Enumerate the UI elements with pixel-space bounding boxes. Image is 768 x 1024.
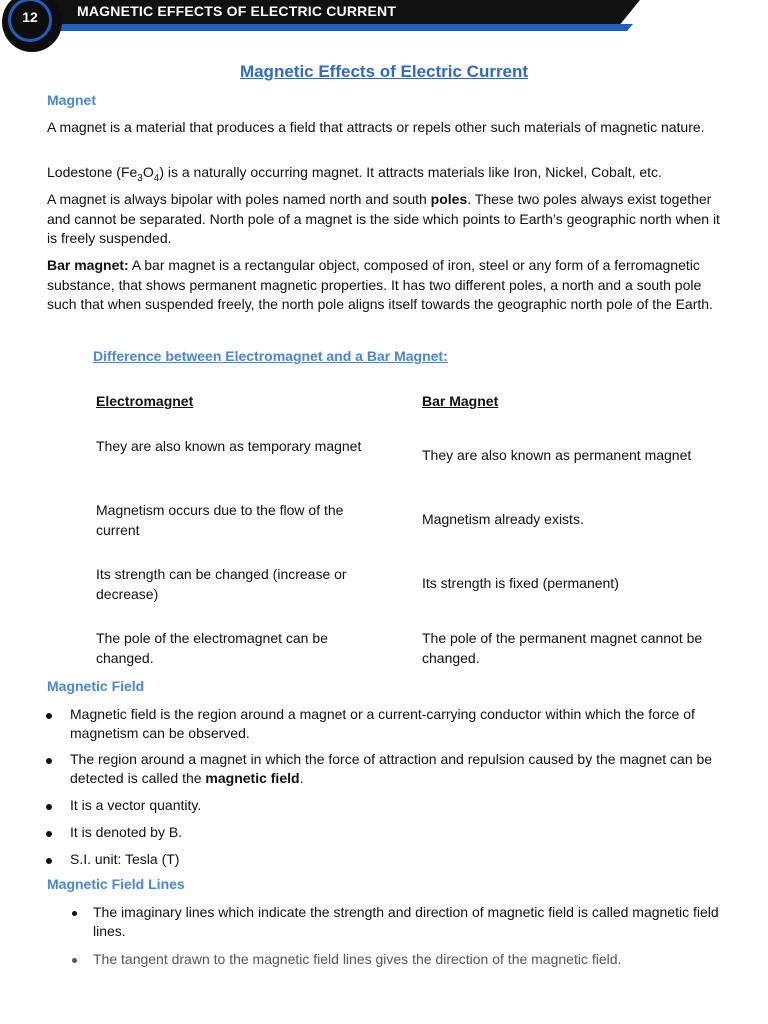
chapter-title: MAGNETIC EFFECTS OF ELECTRIC CURRENT <box>77 3 397 19</box>
column-header-electromagnet: Electromagnet <box>96 393 194 409</box>
bullet-icon <box>46 758 52 764</box>
bullet-icon <box>46 713 52 719</box>
bullet-icon <box>46 831 52 837</box>
list-item: It is denoted by B. <box>70 823 730 842</box>
list-item: S.I. unit: Tesla (T) <box>70 850 730 869</box>
bullet-icon <box>72 911 77 916</box>
page-title: Magnetic Effects of Electric Current <box>239 62 529 81</box>
chapter-header <box>0 0 768 60</box>
bullet-icon <box>72 958 77 963</box>
bipolar-paragraph: A magnet is always bipolar with poles named north and south poles. These two poles always exist together and cannot be separated. North pole of a magnet is the side which points to Earth’s geographic north when it is freely suspended. <box>47 191 720 246</box>
table-cell-electromagnet: They are also known as temporary magnet <box>96 438 362 454</box>
section-heading-magnetic-field-lines: Magnetic Field Lines <box>47 876 185 892</box>
header-accent-stripe <box>30 24 633 31</box>
difference-heading: Difference between Electromagnet and a Bar Magnet: <box>93 348 448 364</box>
bullet-icon <box>46 858 52 864</box>
table-cell-electromagnet: Magnetism occurs due to the flow of the current <box>96 502 344 538</box>
list-item: The imaginary lines which indicate the strength and direction of magnetic field is called magnetic field lines. <box>93 903 728 941</box>
page-number: 12 <box>22 9 38 25</box>
table-cell-electromagnet: The pole of the electromagnet can be changed. <box>96 630 328 666</box>
lodestone-paragraph: Lodestone $(Fe_3O_4)$ is a naturally occurring magnet. It attracts materials like Iron, Nickel, Cobalt, etc. <box>47 164 662 184</box>
column-header-bar-magnet: Bar Magnet <box>422 393 499 409</box>
section-heading-magnet: Magnet <box>47 92 96 108</box>
table-cell-bar-magnet: Magnetism already exists. <box>422 511 584 527</box>
table-cell-bar-magnet: The pole of the permanent magnet cannot be changed. <box>422 630 703 666</box>
table-cell-electromagnet: Its strength can be changed (increase or decrease) <box>96 566 347 602</box>
section-heading-magnetic-field: Magnetic Field <box>47 678 145 694</box>
table-cell-bar-magnet: Its strength is fixed (permanent) <box>422 575 619 591</box>
table-cell-bar-magnet: They are also known as permanent magnet <box>422 447 692 463</box>
list-item: The region around a magnet in which the force of attraction and repulsion caused by the magnet can be detected is called the magnetic field. <box>70 750 730 788</box>
list-item: Magnetic field is the region around a magnet or a current-carrying conductor within which the force of magnetism can be observed. <box>70 705 730 743</box>
magnet-definition: A magnet is a material that produces a field that attracts or repels other such materials of magnetic nature. <box>47 119 705 135</box>
list-item: The tangent drawn to the magnetic field lines gives the direction of the magnetic field. <box>93 950 728 969</box>
list-item: It is a vector quantity. <box>70 796 730 815</box>
bullet-icon <box>46 804 52 810</box>
bar-magnet-paragraph: Bar magnet: A bar magnet is a rectangular object, composed of iron, steel or any form of a ferromagnetic substance, that shows permanent magnetic properties. It has two different poles, a north and a south pole such that when suspended freely, the north pole aligns itself towards the geographic north pole of the Earth. <box>47 257 713 312</box>
